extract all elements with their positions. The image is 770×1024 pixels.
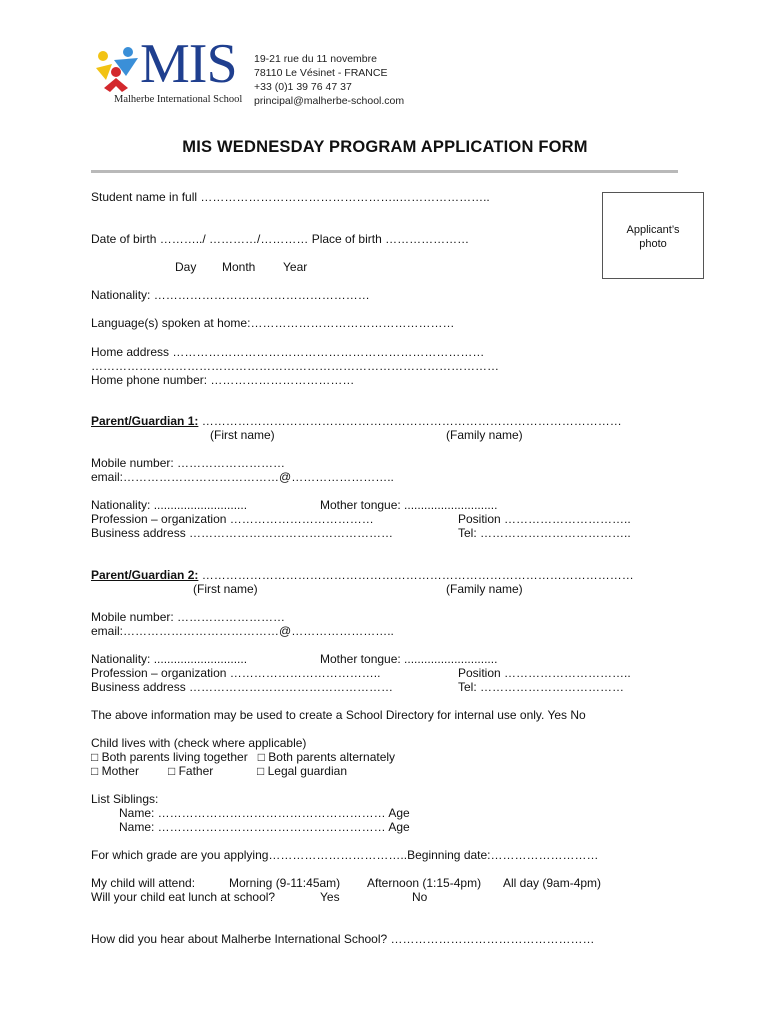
dob-year-label: Year xyxy=(283,260,308,274)
checkbox-icon[interactable]: □ xyxy=(91,764,102,778)
lives-with-row-2 xyxy=(91,764,139,778)
parent1-nationality-field[interactable]: Nationality: ............................ xyxy=(91,498,248,512)
address-line-2: 78110 Le Vésinet - FRANCE xyxy=(254,67,388,79)
parent2-profession-field[interactable]: Profession – organization ……………………………….. xyxy=(91,666,381,680)
student-name-field[interactable]: Student name in full …………………………………………..………………….. xyxy=(91,190,490,204)
photo-box-label-2: photo xyxy=(639,238,667,250)
parent1-label: Parent/Guardian 1: xyxy=(91,414,199,428)
both-alternately-option[interactable] xyxy=(258,750,395,764)
both-together-label: Both parents living together xyxy=(101,750,248,764)
father-label: Father xyxy=(178,764,214,778)
school-contact xyxy=(254,52,404,108)
attend-label: My child will attend: xyxy=(91,876,196,890)
parent2-email-field[interactable]: email:…………………………………@…………………….. xyxy=(91,624,394,638)
title-divider xyxy=(91,170,678,173)
home-address-line-2[interactable]: ………………………………………………………………………………………… xyxy=(91,359,499,373)
mother-option[interactable] xyxy=(91,764,139,778)
attend-morning-option[interactable]: Morning (9-11:45am) xyxy=(229,876,341,890)
parent2-mobile-field[interactable]: Mobile number: ……………………… xyxy=(91,610,286,624)
applicant-photo-box[interactable] xyxy=(602,192,704,279)
form-title: MIS WEDNESDAY PROGRAM APPLICATION FORM xyxy=(182,138,588,156)
parent2-name-dots: ……………………………………………………………………………………………… xyxy=(198,568,634,582)
school-logo-text: MIS xyxy=(140,33,237,95)
mother-label: Mother xyxy=(101,764,139,778)
dob-month-label: Month xyxy=(222,260,256,274)
home-phone-field[interactable]: Home phone number: ……………………………… xyxy=(91,373,355,387)
parent2-family-name-caption: (Family name) xyxy=(446,582,523,596)
grade-field[interactable]: For which grade are you applying……………………………..Beginning date:……………………… xyxy=(91,848,599,862)
school-phone: +33 (0)1 39 76 47 37 xyxy=(254,81,352,93)
parent2-business-address-field[interactable]: Business address …………………………………………… xyxy=(91,680,394,694)
student-nationality-field[interactable]: Nationality: ……………………………………………… xyxy=(91,288,370,302)
parent1-email-field[interactable]: email:…………………………………@…………………….. xyxy=(91,470,394,484)
school-email: principal@malherbe-school.com xyxy=(254,95,405,107)
both-alternately-label: Both parents alternately xyxy=(268,750,396,764)
parent1-position-field[interactable]: Position ………………………….. xyxy=(458,512,631,526)
parent1-name-field[interactable] xyxy=(91,414,622,428)
lunch-no-option[interactable]: No xyxy=(412,890,428,904)
checkbox-icon[interactable]: □ xyxy=(168,764,179,778)
school-logo-figures xyxy=(94,46,140,98)
parent2-position-field[interactable]: Position ………………………….. xyxy=(458,666,631,680)
siblings-heading: List Siblings: xyxy=(91,792,159,806)
parent1-first-name-caption: (First name) xyxy=(210,428,275,442)
parent2-tel-field[interactable]: Tel: ……………………………… xyxy=(458,680,625,694)
lives-with-heading: Child lives with (check where applicable) xyxy=(91,736,307,750)
both-together-option[interactable] xyxy=(91,750,248,764)
sibling-1-field[interactable]: Name: ………………………………………………… Age xyxy=(119,806,410,820)
referral-field[interactable]: How did you hear about Malherbe International School? …………………………………………… xyxy=(91,932,595,946)
attend-afternoon-option[interactable]: Afternoon (1:15-4pm) xyxy=(367,876,482,890)
dob-day-label: Day xyxy=(175,260,197,274)
lunch-label: Will your child eat lunch at school? xyxy=(91,890,276,904)
attend-allday-option[interactable]: All day (9am-4pm) xyxy=(503,876,602,890)
legal-guardian-option[interactable] xyxy=(257,764,347,778)
parent1-tel-field[interactable]: Tel: ……………………………….. xyxy=(458,526,631,540)
date-of-birth-field[interactable]: Date of birth ………../ …………/………… Place of birth ………………… xyxy=(91,232,470,246)
sibling-2-field[interactable]: Name: ………………………………………………… Age xyxy=(119,820,410,834)
lives-with-row-1 xyxy=(91,750,395,764)
legal-guardian-label: Legal guardian xyxy=(267,764,347,778)
parent1-business-address-field[interactable]: Business address …………………………………………… xyxy=(91,526,394,540)
parent1-mobile-field[interactable]: Mobile number: ……………………… xyxy=(91,456,286,470)
checkbox-icon[interactable]: □ xyxy=(257,764,268,778)
school-name: Malherbe International School xyxy=(114,94,243,105)
parent1-mother-tongue-field[interactable]: Mother tongue: ............................ xyxy=(320,498,498,512)
parent2-first-name-caption: (First name) xyxy=(193,582,258,596)
parent1-family-name-caption: (Family name) xyxy=(446,428,523,442)
parent2-label: Parent/Guardian 2: xyxy=(91,568,199,582)
checkbox-icon[interactable]: □ xyxy=(257,750,269,764)
directory-consent[interactable]: The above information may be used to create a School Directory for internal use only. Yes No xyxy=(91,708,586,722)
father-option[interactable] xyxy=(168,764,213,778)
lunch-yes-option[interactable]: Yes xyxy=(320,890,340,904)
parent2-mother-tongue-field[interactable]: Mother tongue: ............................ xyxy=(320,652,498,666)
parent1-name-dots: …………………………………………………………………………………………… xyxy=(198,414,622,428)
parent2-nationality-field[interactable]: Nationality: ............................ xyxy=(91,652,248,666)
parent2-name-field[interactable] xyxy=(91,568,634,582)
checkbox-icon[interactable]: □ xyxy=(91,750,102,764)
home-address-field[interactable]: Home address …………………………………………………………………… xyxy=(91,345,485,359)
parent1-profession-field[interactable]: Profession – organization ……………………………… xyxy=(91,512,374,526)
photo-box-label-1: Applicant’s xyxy=(626,224,680,236)
languages-field[interactable]: Language(s) spoken at home:…………………………………………… xyxy=(91,316,455,330)
address-line-1: 19-21 rue du 11 novembre xyxy=(254,53,377,65)
